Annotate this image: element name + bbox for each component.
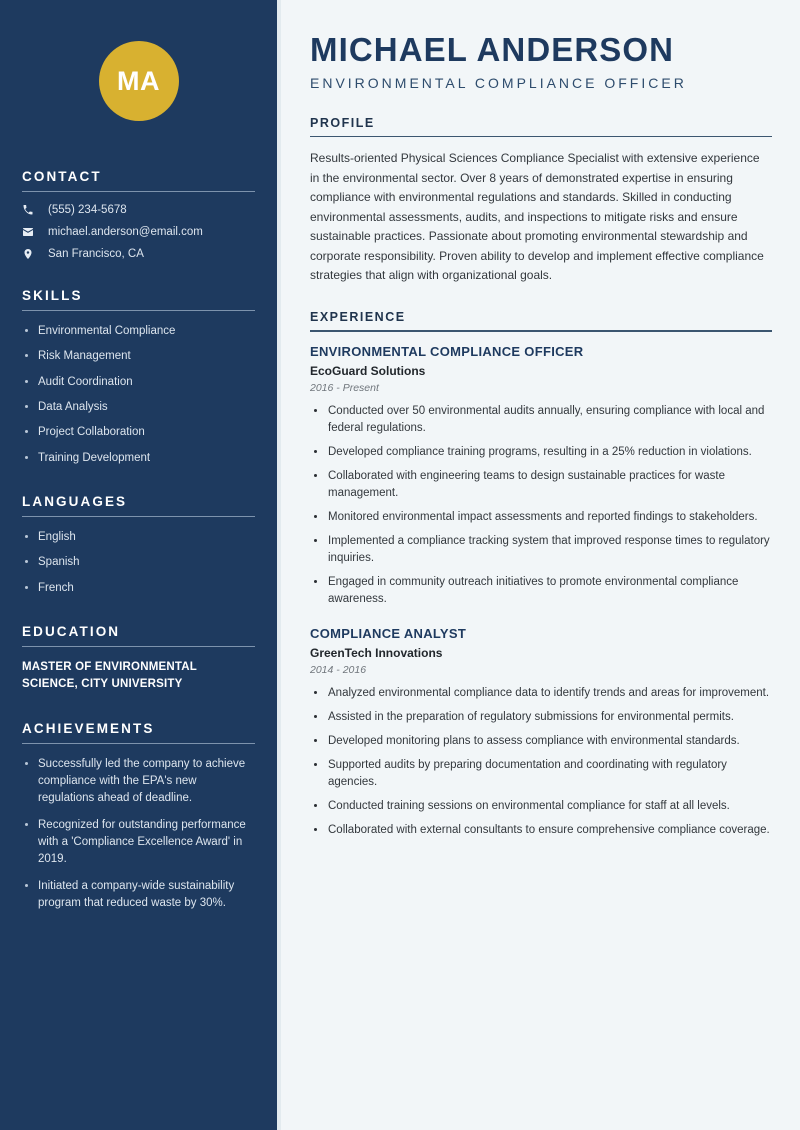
list-item: Initiated a company-wide sustainability program that reduced waste by 30%. (22, 878, 255, 911)
skills-divider (22, 310, 255, 311)
contact-phone-value: (555) 234-5678 (48, 204, 127, 216)
contact-email[interactable] (22, 226, 255, 238)
contact-location[interactable] (22, 248, 255, 260)
list-item: Spanish (22, 554, 255, 570)
education-section (22, 624, 255, 694)
list-item: Recognized for outstanding performance with a 'Compliance Excellence Award' in 2019. (22, 817, 255, 867)
education-divider (22, 646, 255, 647)
contact-divider (22, 191, 255, 192)
job-role: ENVIRONMENTAL COMPLIANCE OFFICER (310, 343, 584, 359)
job-bullets (310, 685, 772, 839)
profile-section (310, 116, 772, 285)
map-pin-icon (22, 248, 40, 260)
list-item: English (22, 529, 255, 545)
phone-icon (22, 204, 40, 216)
job-dates: 2014 - 2016 (310, 663, 367, 676)
list-item: Analyzed environmental compliance data to identify trends and areas for improvement. (310, 685, 772, 702)
job-bullets (310, 403, 772, 608)
contact-heading: CONTACT (22, 169, 102, 184)
achievements-section (22, 721, 255, 911)
achievements-heading: ACHIEVEMENTS (22, 721, 155, 737)
skills-list (22, 323, 255, 466)
list-item: Audit Coordination (22, 374, 255, 390)
avatar-container (22, 0, 255, 131)
avatar: MA (99, 41, 179, 121)
languages-divider (22, 516, 255, 517)
skills-heading: SKILLS (22, 288, 83, 303)
list-item: Risk Management (22, 348, 255, 364)
experience-heading: EXPERIENCE (310, 310, 406, 325)
envelope-icon (22, 226, 40, 238)
education-heading: EDUCATION (22, 623, 121, 639)
languages-list (22, 529, 255, 596)
education-entry: MASTER OF ENVIRONMENTAL SCIENCE, CITY UNIVERSITY (22, 660, 197, 691)
profile-heading: PROFILE (310, 115, 375, 130)
experience-entry (310, 626, 772, 839)
list-item: Conducted training sessions on environmental compliance for staff at all levels. (310, 798, 772, 815)
list-item: Collaborated with engineering teams to design sustainable practices for waste management. (310, 468, 772, 502)
experience-section (310, 310, 772, 839)
list-item: Successfully led the company to achieve compliance with the EPA's new regulations ahead of deadline. (22, 756, 255, 806)
list-item: Assisted in the preparation of regulatory submissions for environmental permits. (310, 709, 772, 726)
job-dates: 2016 - Present (310, 381, 379, 394)
profile-text: Results-oriented Physical Sciences Compliance Specialist with extensive experience in the environmental sector. Over 8 years of demonstrated expertise in ensuring compliance with environmental regulations and standards. Skilled in conducting environmental assessments, audits, and inspections to mitigate risks and ensure sustainable practices. Passionate about promoting environmental stewardship and corporate responsibility. Proven ability to develop and implement effective compliance strategies that align with organizational goals. (310, 151, 764, 282)
languages-heading: LANGUAGES (22, 493, 128, 509)
list-item: Collaborated with external consultants to ensure comprehensive compliance coverage. (310, 822, 772, 839)
page-title: MICHAEL ANDERSON (310, 31, 675, 68)
sidebar (0, 0, 277, 1130)
contact-phone[interactable] (22, 204, 255, 216)
contact-email-value: michael.anderson@email.com (48, 226, 203, 238)
list-item: Developed compliance training programs, resulting in a 25% reduction in violations. (310, 444, 772, 461)
main-content (277, 0, 800, 1130)
achievements-list (22, 756, 255, 911)
list-item: Implemented a compliance tracking system that improved response times to regulatory inquiries. (310, 533, 772, 567)
list-item: Engaged in community outreach initiatives to promote environmental compliance awareness. (310, 574, 772, 608)
list-item: Monitored environmental impact assessments and reported findings to stakeholders. (310, 509, 772, 526)
contact-list (22, 204, 255, 260)
list-item: Conducted over 50 environmental audits annually, ensuring compliance with local and federal regulations. (310, 403, 772, 437)
contact-location-value: San Francisco, CA (48, 248, 144, 260)
list-item: Supported audits by preparing documentation and coordinating with regulatory agencies. (310, 757, 772, 791)
list-item: Environmental Compliance (22, 323, 255, 339)
professional-title: ENVIRONMENTAL COMPLIANCE OFFICER (310, 74, 687, 91)
skills-section (22, 288, 255, 466)
languages-section (22, 494, 255, 596)
list-item: Training Development (22, 450, 255, 466)
experience-entry (310, 344, 772, 608)
job-company: GreenTech Innovations (310, 645, 443, 660)
list-item: Developed monitoring plans to assess compliance with environmental standards. (310, 733, 772, 750)
list-item: Project Collaboration (22, 424, 255, 440)
job-company: EcoGuard Solutions (310, 363, 426, 378)
list-item: French (22, 580, 255, 596)
contact-section (22, 169, 255, 260)
achievements-divider (22, 743, 255, 744)
job-role: COMPLIANCE ANALYST (310, 625, 467, 641)
experience-divider (310, 330, 772, 331)
list-item: Data Analysis (22, 399, 255, 415)
profile-divider (310, 136, 772, 137)
